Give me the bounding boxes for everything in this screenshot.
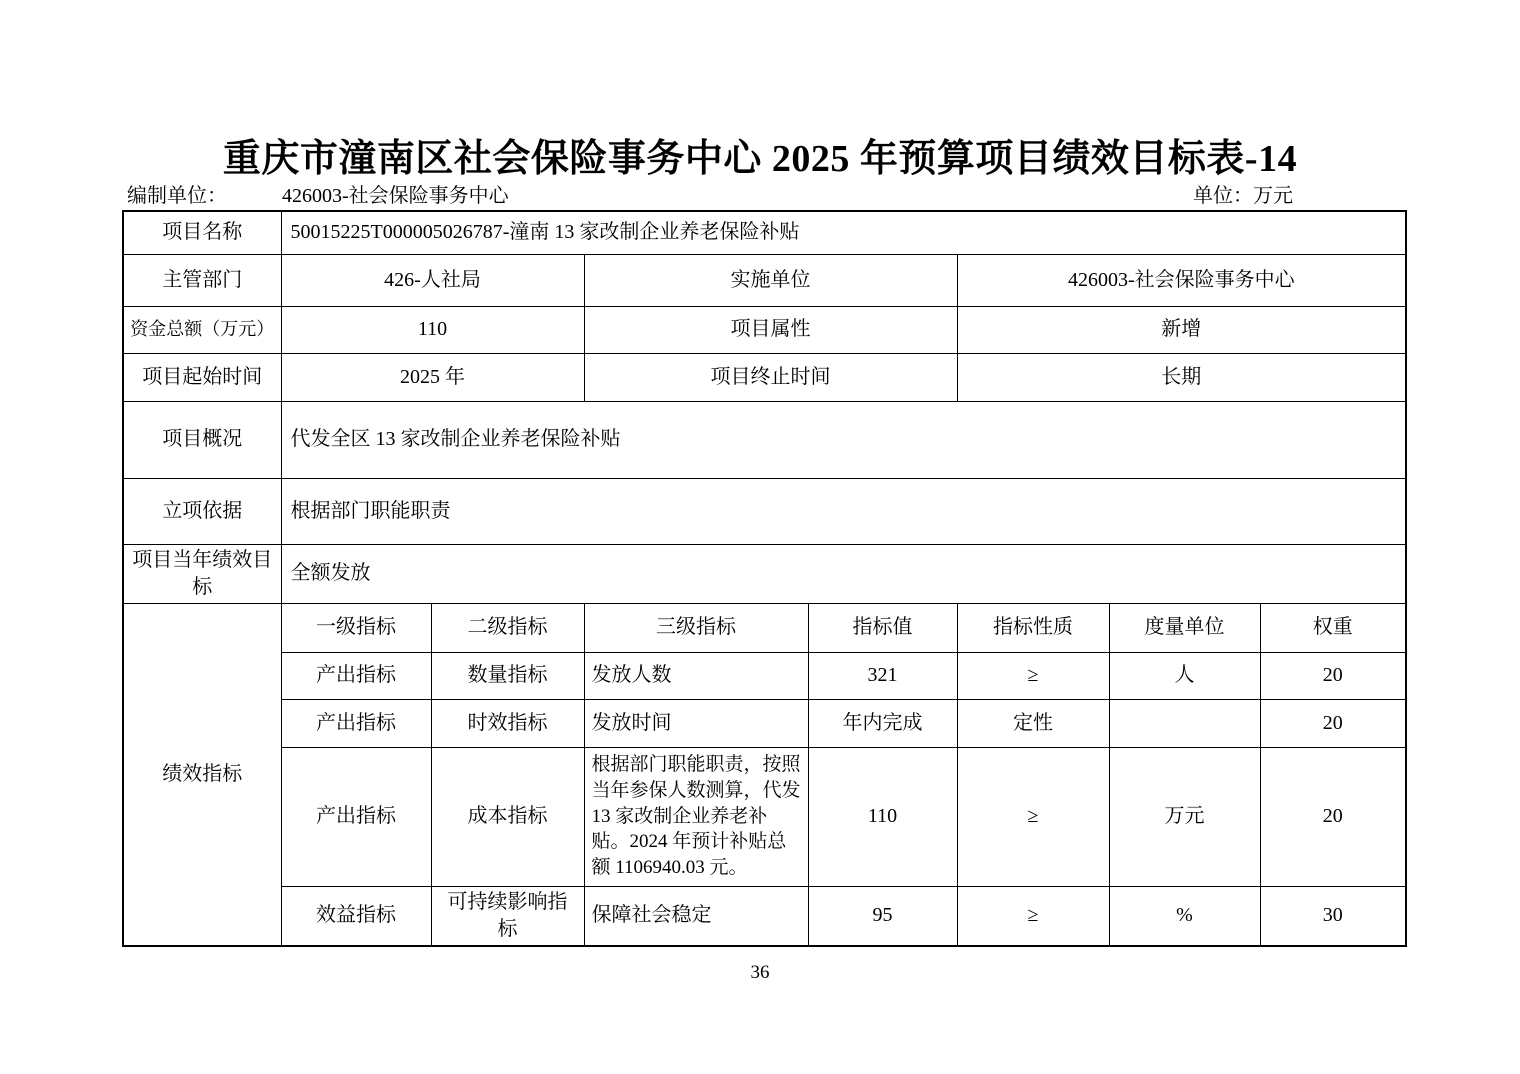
indicator-unit: 人 [1109, 652, 1260, 699]
page-number: 36 [750, 962, 770, 983]
indicator-nature: 定性 [957, 699, 1109, 747]
indicator-weight: 30 [1260, 886, 1406, 946]
indicator-header-nature: 指标性质 [957, 603, 1109, 652]
dept-label: 主管部门 [123, 254, 281, 306]
indicator-header-weight: 权重 [1260, 603, 1406, 652]
end-time-value: 长期 [957, 353, 1406, 401]
basis-label: 立项依据 [123, 478, 281, 544]
total-fund-value: 110 [281, 306, 584, 353]
meta-row [122, 184, 1405, 208]
indicator-value: 110 [808, 747, 957, 886]
annual-goal-label: 项目当年绩效目标 [123, 544, 281, 603]
indicator-unit: 万元 [1109, 747, 1260, 886]
indicator-nature: ≥ [957, 886, 1109, 946]
indicator-level2: 成本指标 [431, 747, 584, 886]
indicator-weight: 20 [1260, 699, 1406, 747]
indicator-level3: 根据部门职能职责，按照当年参保人数测算，代发 13 家改制企业养老补贴。2024 年预计补贴总额 1106940.03 元。 [584, 747, 808, 886]
indicator-value: 95 [808, 886, 957, 946]
indicator-row [123, 886, 1406, 946]
indicator-unit: % [1109, 886, 1260, 946]
start-time-label: 项目起始时间 [123, 353, 281, 401]
indicator-value: 321 [808, 652, 957, 699]
attribute-label: 项目属性 [584, 306, 957, 353]
indicator-level2: 可持续影响指标 [431, 886, 584, 946]
indicator-level2: 时效指标 [431, 699, 584, 747]
attribute-value: 新增 [957, 306, 1406, 353]
annual-goal-row [123, 544, 1406, 603]
indicator-header-row [123, 603, 1406, 652]
indicators-section-label: 绩效指标 [123, 603, 281, 946]
basis-row [123, 478, 1406, 544]
indicator-level3: 发放时间 [584, 699, 808, 747]
indicator-row [123, 699, 1406, 747]
overview-label: 项目概况 [123, 401, 281, 478]
basis-value: 根据部门职能职责 [281, 478, 1406, 544]
unit-label: 单位：万元 [1193, 185, 1293, 207]
indicator-nature: ≥ [957, 652, 1109, 699]
indicator-level2: 数量指标 [431, 652, 584, 699]
indicator-level1: 产出指标 [281, 652, 431, 699]
overview-value: 代发全区 13 家改制企业养老保险补贴 [281, 401, 1406, 478]
prepared-by-label: 编制单位： [127, 185, 227, 207]
indicator-header-level3: 三级指标 [584, 603, 808, 652]
performance-target-table [122, 210, 1407, 947]
project-name-row [123, 211, 1406, 254]
indicator-row [123, 747, 1406, 886]
project-name-label: 项目名称 [123, 211, 281, 254]
page-title: 重庆市潼南区社会保险事务中心 2025 年预算项目绩效目标表-14 [222, 138, 1298, 180]
prepared-by-value: 426003-社会保险事务中心 [282, 185, 509, 207]
indicator-header-level1: 一级指标 [281, 603, 431, 652]
overview-row [123, 401, 1406, 478]
indicator-header-unit: 度量单位 [1109, 603, 1260, 652]
end-time-label: 项目终止时间 [584, 353, 957, 401]
indicator-level3: 保障社会稳定 [584, 886, 808, 946]
indicator-weight: 20 [1260, 747, 1406, 886]
indicator-value: 年内完成 [808, 699, 957, 747]
indicator-level1: 产出指标 [281, 699, 431, 747]
total-fund-label: 资金总额（万元） [123, 306, 281, 353]
indicator-row [123, 652, 1406, 699]
dept-value: 426-人社局 [281, 254, 584, 306]
indicator-nature: ≥ [957, 747, 1109, 886]
project-name-value: 50015225T000005026787-潼南 13 家改制企业养老保险补贴 [281, 211, 1406, 254]
total-fund-row [123, 306, 1406, 353]
time-row [123, 353, 1406, 401]
indicator-weight: 20 [1260, 652, 1406, 699]
impl-unit-label: 实施单位 [584, 254, 957, 306]
indicator-unit [1109, 699, 1260, 747]
annual-goal-value: 全额发放 [281, 544, 1406, 603]
dept-row [123, 254, 1406, 306]
indicator-level3: 发放人数 [584, 652, 808, 699]
impl-unit-value: 426003-社会保险事务中心 [957, 254, 1406, 306]
indicator-level1: 产出指标 [281, 747, 431, 886]
indicator-level1: 效益指标 [281, 886, 431, 946]
indicator-header-level2: 二级指标 [431, 603, 584, 652]
start-time-value: 2025 年 [281, 353, 584, 401]
indicator-header-value: 指标值 [808, 603, 957, 652]
